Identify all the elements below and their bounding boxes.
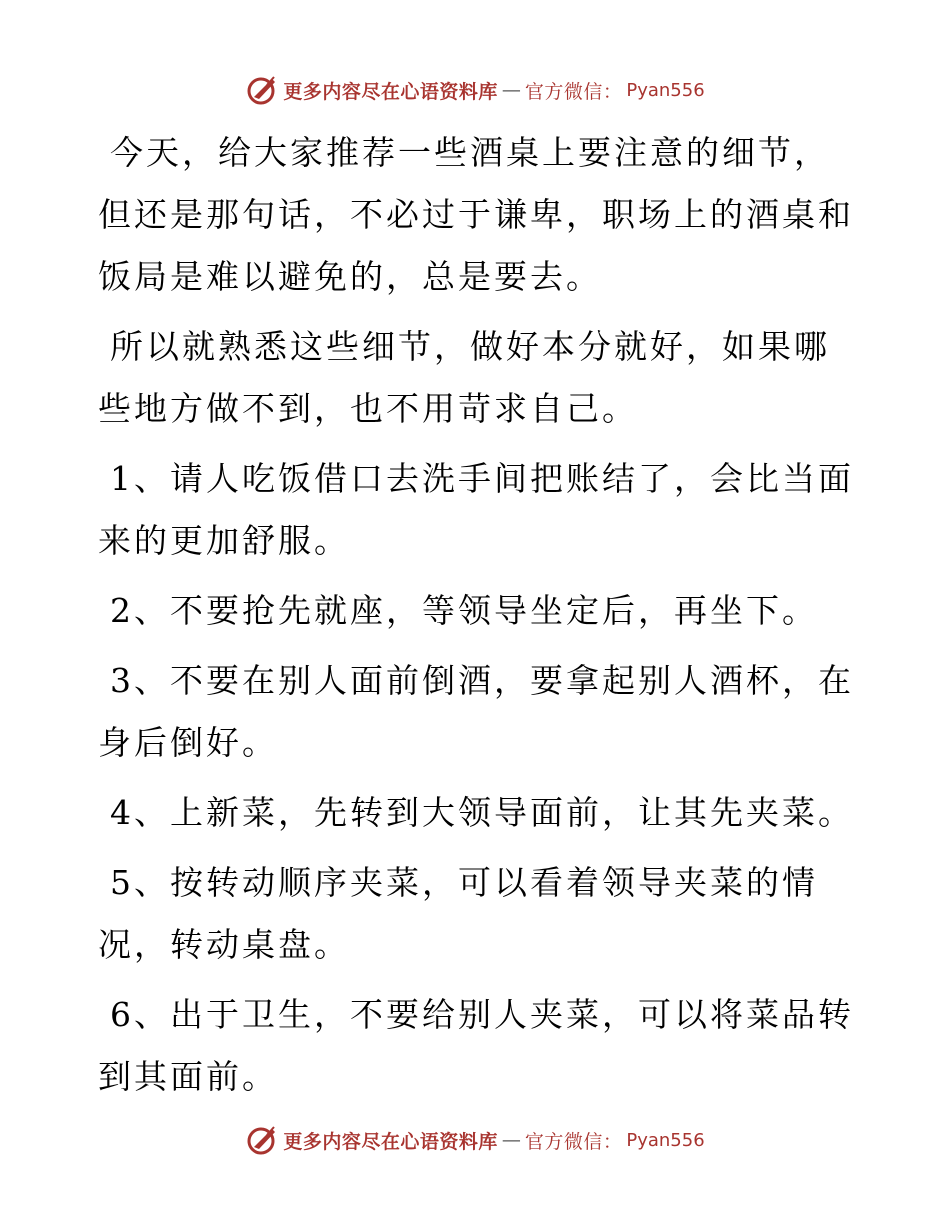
paragraph-text: 6、出于卫生，不要给别人夹菜，可以将菜品转到其面前。 (98, 995, 854, 1096)
list-item-5 (98, 852, 858, 976)
banner-main-text: 更多内容尽在心语资料库 (283, 1130, 498, 1153)
paragraph-text: 今天，给大家推荐一些酒桌上要注意的细节，但还是那句话，不必过于谦卑，职场上的酒桌和饭局是难以避免的，总是要去。 (98, 133, 854, 296)
list-item-4 (98, 782, 858, 844)
paragraph-advice (98, 316, 858, 440)
list-item-3 (98, 650, 858, 774)
banner-wechat-label: 官方微信： (524, 1130, 623, 1153)
paragraph-text: 1、请人吃饭借口去洗手间把账结了，会比当面来的更加舒服。 (98, 459, 854, 560)
header-banner (0, 70, 950, 110)
quill-circle-logo-icon (245, 1123, 279, 1157)
paragraph-intro (98, 122, 858, 308)
paragraph-text: 3、不要在别人面前倒酒，要拿起别人酒杯，在身后倒好。 (98, 661, 854, 762)
paragraph-text: 5、按转动顺序夹菜，可以看着领导夹菜的情况，转动桌盘。 (98, 863, 818, 964)
paragraph-text: 所以就熟悉这些细节，做好本分就好，如果哪些地方做不到，也不用苛求自己。 (98, 327, 830, 428)
quill-circle-logo-icon (245, 73, 279, 107)
list-item-6 (98, 984, 858, 1108)
banner-wechat-label: 官方微信： (524, 80, 623, 103)
banner-dash: — (501, 1129, 521, 1151)
document-body (98, 122, 858, 1116)
list-item-2 (98, 580, 858, 642)
banner-main-text: 更多内容尽在心语资料库 (283, 80, 498, 103)
banner-wechat-id: Pyan556 (626, 79, 705, 101)
list-item-1 (98, 448, 858, 572)
banner-dash: — (501, 79, 521, 101)
paragraph-text: 2、不要抢先就座，等领导坐定后，再坐下。 (110, 591, 818, 630)
footer-banner (0, 1120, 950, 1160)
paragraph-text: 4、上新菜，先转到大领导面前，让其先夹菜。 (110, 793, 854, 832)
banner-wechat-id: Pyan556 (626, 1129, 705, 1151)
